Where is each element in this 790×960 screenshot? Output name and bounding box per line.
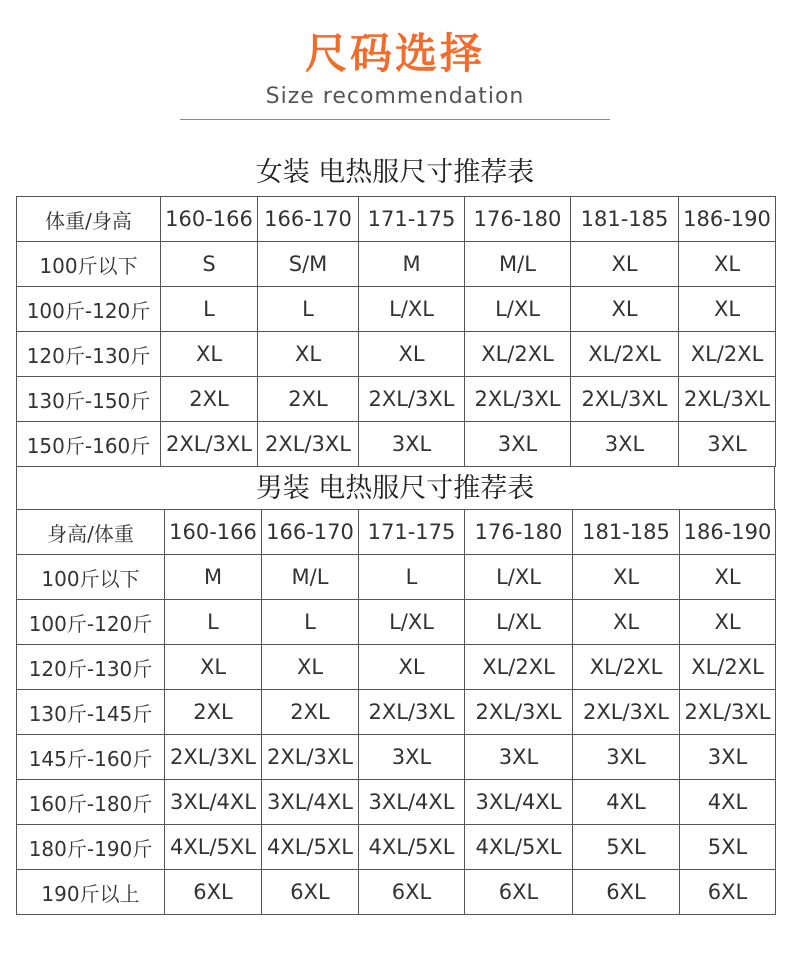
size-cell: 2XL/3XL <box>465 690 573 735</box>
table-row <box>17 377 776 422</box>
size-cell: 3XL <box>573 735 680 780</box>
size-cell: 4XL/5XL <box>359 825 465 870</box>
size-cell: 4XL <box>573 780 680 825</box>
size-cell: L/XL <box>465 555 573 600</box>
weight-row-header: 120斤-130斤 <box>17 332 161 377</box>
size-cell: XL <box>161 332 258 377</box>
height-column-header: 171-175 <box>359 510 465 555</box>
size-cell: 2XL/3XL <box>262 735 359 780</box>
size-cell: S <box>161 242 258 287</box>
size-cell: 2XL <box>262 690 359 735</box>
table-row <box>17 825 776 870</box>
size-cell: XL/2XL <box>679 332 776 377</box>
size-cell: XL <box>679 287 776 332</box>
table-row <box>17 735 776 780</box>
size-cell: 6XL <box>573 870 680 915</box>
corner-header: 体重/身高 <box>17 197 161 242</box>
size-cell: 4XL/5XL <box>262 825 359 870</box>
weight-row-header: 130斤-150斤 <box>17 377 161 422</box>
size-cell: 3XL/4XL <box>165 780 262 825</box>
size-cell: 3XL <box>465 422 571 467</box>
title-divider <box>180 119 610 120</box>
size-cell: XL <box>680 600 776 645</box>
size-cell: 5XL <box>680 825 776 870</box>
size-cell: 2XL/3XL <box>359 377 465 422</box>
size-cell: XL/2XL <box>680 645 776 690</box>
table-row <box>17 645 776 690</box>
size-cell: XL <box>258 332 359 377</box>
size-cell: XL <box>679 242 776 287</box>
size-cell: XL <box>165 645 262 690</box>
weight-row-header: 130斤-145斤 <box>17 690 165 735</box>
weight-row-header: 145斤-160斤 <box>17 735 165 780</box>
size-cell: L <box>359 555 465 600</box>
size-cell: M <box>359 242 465 287</box>
weight-row-header: 100斤-120斤 <box>17 600 165 645</box>
table-row <box>17 690 776 735</box>
height-column-header: 176-180 <box>465 197 571 242</box>
size-cell: 3XL/4XL <box>359 780 465 825</box>
size-cell: XL <box>359 332 465 377</box>
weight-row-header: 100斤以下 <box>17 242 161 287</box>
size-cell: L <box>258 287 359 332</box>
size-cell: 3XL/4XL <box>262 780 359 825</box>
size-cell: 5XL <box>573 825 680 870</box>
men-size-table <box>16 509 776 915</box>
table-row <box>17 600 776 645</box>
size-cell: M <box>165 555 262 600</box>
size-cell: XL <box>680 555 776 600</box>
size-cell: 6XL <box>165 870 262 915</box>
size-cell: L/XL <box>465 287 571 332</box>
size-cell: L/XL <box>359 287 465 332</box>
size-cell: XL <box>573 600 680 645</box>
height-column-header: 160-166 <box>165 510 262 555</box>
size-cell: L <box>161 287 258 332</box>
size-cell: 2XL/3XL <box>161 422 258 467</box>
size-cell: 3XL/4XL <box>465 780 573 825</box>
size-cell: XL <box>262 645 359 690</box>
size-cell: 2XL <box>161 377 258 422</box>
size-cell: XL/2XL <box>571 332 679 377</box>
men-table-title: 男装 电热服尺寸推荐表 <box>255 473 535 504</box>
size-cell: M/L <box>465 242 571 287</box>
size-cell: 4XL/5XL <box>165 825 262 870</box>
size-cell: 2XL/3XL <box>573 690 680 735</box>
size-cell: 3XL <box>359 735 465 780</box>
table-row <box>17 870 776 915</box>
size-cell: XL/2XL <box>465 645 573 690</box>
size-cell: XL <box>571 287 679 332</box>
height-column-header: 186-190 <box>679 197 776 242</box>
weight-row-header: 180斤-190斤 <box>17 825 165 870</box>
size-cell: 6XL <box>262 870 359 915</box>
height-column-header: 166-170 <box>258 197 359 242</box>
size-cell: L/XL <box>359 600 465 645</box>
size-cell: 2XL/3XL <box>679 377 776 422</box>
table-row <box>17 555 776 600</box>
size-cell: XL <box>359 645 465 690</box>
size-cell: S/M <box>258 242 359 287</box>
size-cell: XL <box>571 242 679 287</box>
size-cell: L <box>165 600 262 645</box>
page-title: 尺码选择 <box>304 29 485 78</box>
weight-row-header: 190斤以上 <box>17 870 165 915</box>
table-row <box>17 422 776 467</box>
size-cell: 2XL/3XL <box>571 377 679 422</box>
height-column-header: 181-185 <box>571 197 679 242</box>
height-column-header: 176-180 <box>465 510 573 555</box>
table-header-row <box>17 197 776 242</box>
size-cell: M/L <box>262 555 359 600</box>
size-cell: 2XL/3XL <box>359 690 465 735</box>
size-cell: 3XL <box>679 422 776 467</box>
women-table-title: 女装 电热服尺寸推荐表 <box>255 157 535 188</box>
size-cell: L/XL <box>465 600 573 645</box>
height-column-header: 186-190 <box>680 510 776 555</box>
table-row <box>17 780 776 825</box>
size-cell: 6XL <box>359 870 465 915</box>
women-size-table <box>16 196 776 467</box>
size-cell: 2XL/3XL <box>165 735 262 780</box>
size-cell: 4XL/5XL <box>465 825 573 870</box>
size-cell: 2XL/3XL <box>680 690 776 735</box>
size-cell: 2XL/3XL <box>258 422 359 467</box>
size-cell: 2XL <box>165 690 262 735</box>
table-row <box>17 287 776 332</box>
corner-header: 身高/体重 <box>17 510 165 555</box>
height-column-header: 160-166 <box>161 197 258 242</box>
size-cell: XL/2XL <box>465 332 571 377</box>
page-subtitle: Size recommendation <box>265 84 525 109</box>
weight-row-header: 150斤-160斤 <box>17 422 161 467</box>
size-cell: 6XL <box>465 870 573 915</box>
size-cell: XL/2XL <box>573 645 680 690</box>
size-cell: L <box>262 600 359 645</box>
size-cell: 3XL <box>465 735 573 780</box>
size-cell: 2XL/3XL <box>465 377 571 422</box>
size-cell: 4XL <box>680 780 776 825</box>
weight-row-header: 100斤以下 <box>17 555 165 600</box>
size-cell: 3XL <box>571 422 679 467</box>
weight-row-header: 120斤-130斤 <box>17 645 165 690</box>
height-column-header: 181-185 <box>573 510 680 555</box>
size-cell: 2XL <box>258 377 359 422</box>
size-cell: XL <box>573 555 680 600</box>
table-row <box>17 332 776 377</box>
size-cell: 6XL <box>680 870 776 915</box>
table-row <box>17 242 776 287</box>
height-column-header: 171-175 <box>359 197 465 242</box>
height-column-header: 166-170 <box>262 510 359 555</box>
size-cell: 3XL <box>680 735 776 780</box>
weight-row-header: 100斤-120斤 <box>17 287 161 332</box>
weight-row-header: 160斤-180斤 <box>17 780 165 825</box>
table-header-row <box>17 510 776 555</box>
size-cell: 3XL <box>359 422 465 467</box>
